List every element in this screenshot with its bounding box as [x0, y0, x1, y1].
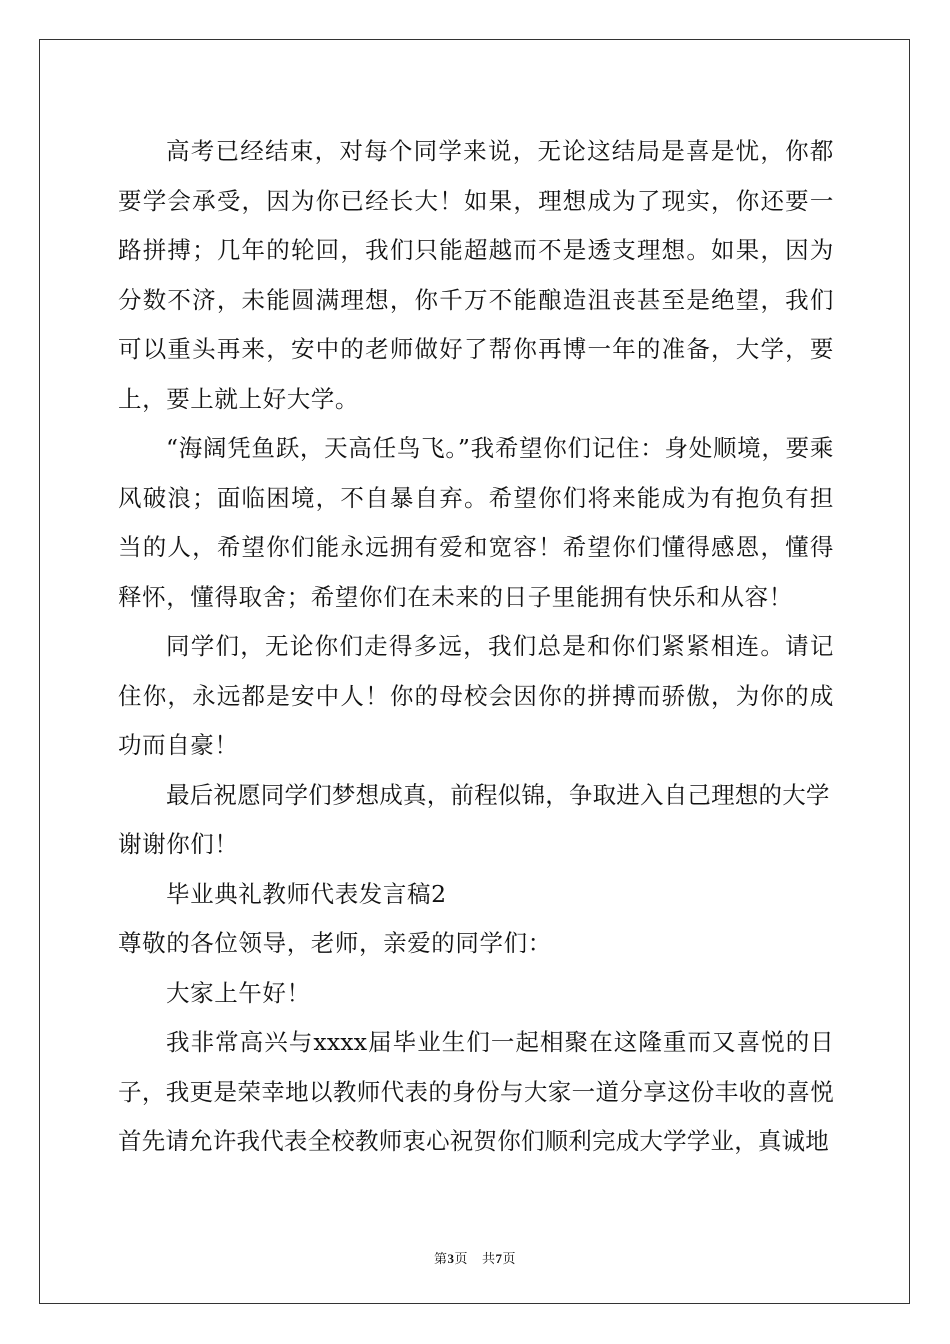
paragraph-honored-teacher: 我非常高兴与xxxx届毕业生们一起相聚在这隆重而又喜悦的日子，我更是荣幸地以教师代表的身份与大家一道分享这份丰收的喜悦首先请允许我代表全校教师衷心祝贺你们顺利完成大学学业，真诚地 — [118, 1028, 834, 1155]
paragraph-always-connected: 同学们，无论你们走得多远，我们总是和你们紧紧相连。请记住你，永远都是安中人！你的母校会因你的拼搏而骄傲，为你的成功而自豪！ — [118, 632, 834, 759]
document-body — [118, 127, 834, 1167]
paragraph-final-wishes: 最后祝愿同学们梦想成真，前程似锦，争取进入自己理想的大学 — [166, 780, 830, 809]
paragraph-exam-ended: 高考已经结束，对每个同学来说，无论这结局是喜是忧，你都要学会承受，因为你已经长大！如果，理想成为了现实，你还要一路拼搏；几年的轮回，我们只能超越而不是透支理想。如果，因为分数不济，未能圆满理想，你千万不能酿造沮丧甚至是绝望，我们可以重头再来，安中的老师做好了帮你再博一年的准备，大学，要上，要上就上好大学。 — [118, 137, 834, 413]
paragraph-greeting: 大家上午好！ — [166, 978, 311, 1007]
page-current: 3 — [447, 1251, 455, 1266]
total-prefix: 共 — [482, 1252, 496, 1267]
section-heading-speech-2: 毕业典礼教师代表发言稿2 — [166, 879, 447, 908]
paragraph-thank-you: 谢谢你们！ — [118, 830, 239, 858]
page-total: 7 — [495, 1251, 503, 1266]
paragraph-salutation: 尊敬的各位领导，老师，亲爱的同学们： — [118, 929, 552, 957]
page-prefix: 第 — [433, 1252, 448, 1267]
page-footer — [0, 1248, 950, 1267]
paragraph-sea-sky-quote: “海阔凭鱼跃，天高任鸟飞。”我希望你们记住：身处顺境，要乘风破浪；面临困境，不自暴自弃。希望你们将来能成为有抱负有担当的人，希望你们能永远拥有爱和宽容！希望你们懂得感恩，懂得释怀，懂得取舍；希望你们在未来的日子里能拥有快乐和从容！ — [118, 434, 834, 611]
total-unit: 页 — [502, 1252, 517, 1267]
page-unit: 页 — [454, 1252, 468, 1267]
